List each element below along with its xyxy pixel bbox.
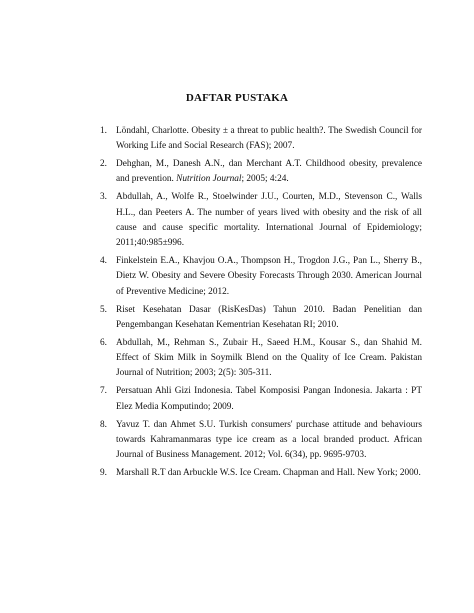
reference-number: 1. — [100, 126, 107, 136]
reference-text: Marshall R.T dan Arbuckle W.S. Ice Cream. Chapman and Hall. New York; 2000. — [116, 467, 421, 478]
reference-text — [116, 159, 422, 184]
reference-text: Persatuan Ahli Gizi Indonesia. Tabel Komposisi Pangan Indonesia. Jakarta : PT Elez Media Komputindo; 2009. — [116, 386, 422, 412]
reference-item-9 — [100, 466, 422, 481]
reference-item-8 — [100, 418, 422, 464]
reference-number: 9. — [100, 467, 107, 478]
reference-item-5 — [100, 303, 422, 334]
reference-number: 3. — [100, 192, 107, 203]
reference-list — [100, 124, 422, 484]
reference-text: Löndahl, Charlotte. Obesity ± a threat to public health?. The Swedish Council for Working Life and Social Research (FAS); 2007. — [116, 126, 422, 152]
reference-number: 7. — [100, 386, 107, 397]
reference-item-2 — [100, 157, 422, 188]
reference-number: 5. — [100, 304, 107, 315]
reference-text: Riset Kesehatan Dasar (RisKesDas) Tahun 2010. Badan Penelitian dan Pengembangan Kesehatan Kementrian Kesehatan RI; 2010. — [116, 304, 422, 330]
reference-item-4 — [100, 254, 422, 300]
reference-item-1 — [100, 124, 422, 155]
journal-name: Nutrition Journal — [176, 174, 242, 185]
reference-text-part: ; 2005; 4:24. — [241, 174, 289, 185]
reference-number: 8. — [100, 419, 107, 430]
reference-number: 2. — [100, 159, 107, 170]
reference-text: Finkelstein E.A., Khavjou O.A., Thompson H., Trogdon J.G., Pan L., Sherry B., Dietz W. Obesity and Severe Obesity Forecasts Through 2030. American Journal of Preventive Medicine; 2012. — [116, 256, 422, 297]
reference-number: 4. — [100, 256, 107, 267]
reference-text: Abdullah, A., Wolfe R., Stoelwinder J.U., Courten, M.D., Stevenson C., Walls H.L., dan Peeters A. The number of years lived with obesity and the risk of all cause and cause specific mortality. International Journal of Epidemiology; 2011;40:985±996. — [116, 192, 422, 249]
reference-item-3 — [100, 190, 422, 251]
reference-item-6 — [100, 336, 422, 382]
reference-item-7 — [100, 384, 422, 415]
reference-text-part: Dehghan, M., Danesh A.N., dan Merchant A.T. Childhood obesity, prevalence and prevention. — [116, 159, 422, 185]
reference-text: Abdullah, M., Rehman S., Zubair H., Saeed H.M., Kousar S., dan Shahid M. Effect of Skim Milk in Soymilk Blend on the Quality of Ice Cream. Pakistan Journal of Nutrition; 2003; 2(5): 305-311. — [116, 337, 422, 379]
page-title: DAFTAR PUSTAKA — [185, 92, 289, 104]
reference-text: Yavuz T. dan Ahmet S.U. Turkish consumers' purchase attitude and behaviours towards Kahramanmaras type ice cream as a local branded product. African Journal of Business Management. 2012; Vol. 6(34), pp. 9695-9703. — [116, 419, 422, 461]
reference-number: 6. — [100, 337, 107, 348]
